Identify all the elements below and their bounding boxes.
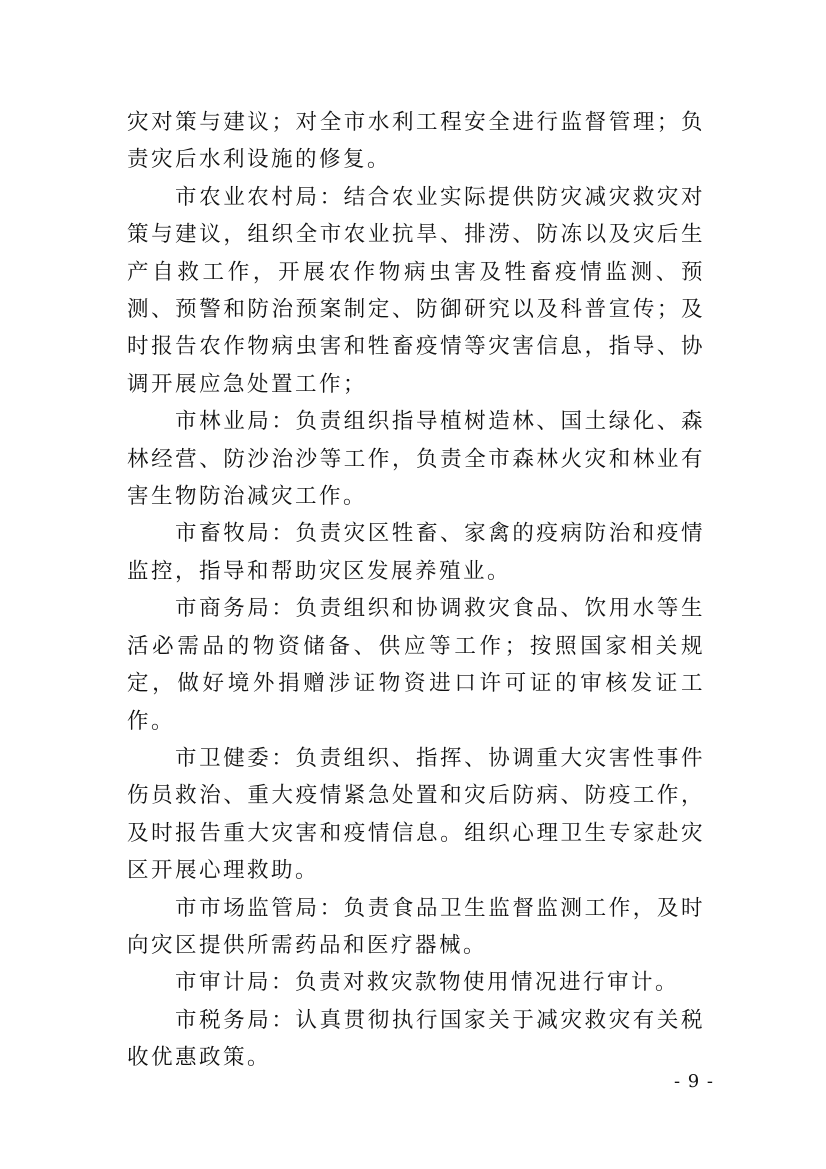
paragraph-animal-husbandry-bureau: 市畜牧局：负责灾区牲畜、家禽的疫病防治和疫情监控，指导和帮助灾区发展养殖业。 bbox=[127, 521, 705, 584]
paragraph-audit-bureau: 市审计局：负责对救灾款物使用情况进行审计。 bbox=[175, 970, 680, 996]
page-number: - 9 - bbox=[673, 1071, 714, 1092]
paragraph-market-supervision-bureau: 市市场监管局：负责食品卫生监督监测工作，及时向灾区提供所需药品和医疗器械。 bbox=[127, 895, 705, 958]
paragraph-agriculture-rural-bureau: 市农业农村局：结合农业实际提供防灾减灾救灾对策与建议，组织全市农业抗旱、排涝、防冻以及灾后生产自救工作，开展农作物病虫害及牲畜疫情监测、预测、预警和防治预案制定、防御研究以及科普宣传；及时报告农作物病虫害和牲畜疫情等灾害信息，指导、协调开展应急处置工作； bbox=[127, 184, 705, 397]
document-body bbox=[127, 104, 705, 1077]
paragraph-health-commission: 市卫健委：负责组织、指挥、协调重大灾害性事件伤员救治、重大疫情紧急处置和灾后防病、防疫工作，及时报告重大灾害和疫情信息。组织心理卫生专家赴灾区开展心理救助。 bbox=[127, 745, 705, 884]
paragraph-tax-bureau: 市税务局：认真贯彻执行国家关于减灾救灾有关税收优惠政策。 bbox=[127, 1007, 705, 1071]
paragraph-water-conservancy-continuation: 灾对策与建议；对全市水利工程安全进行监督管理；负责灾后水利设施的修复。 bbox=[127, 110, 705, 173]
paragraph-forestry-bureau: 市林业局：负责组织指导植树造林、国土绿化、森林经营、防沙治沙等工作，负责全市森林火灾和林业有害生物防治减灾工作。 bbox=[127, 409, 705, 510]
paragraph-commerce-bureau: 市商务局：负责组织和协调救灾食品、饮用水等生活必需品的物资储备、供应等工作；按照国家相关规定，做好境外捐赠涉证物资进口许可证的审核发证工作。 bbox=[127, 596, 705, 734]
